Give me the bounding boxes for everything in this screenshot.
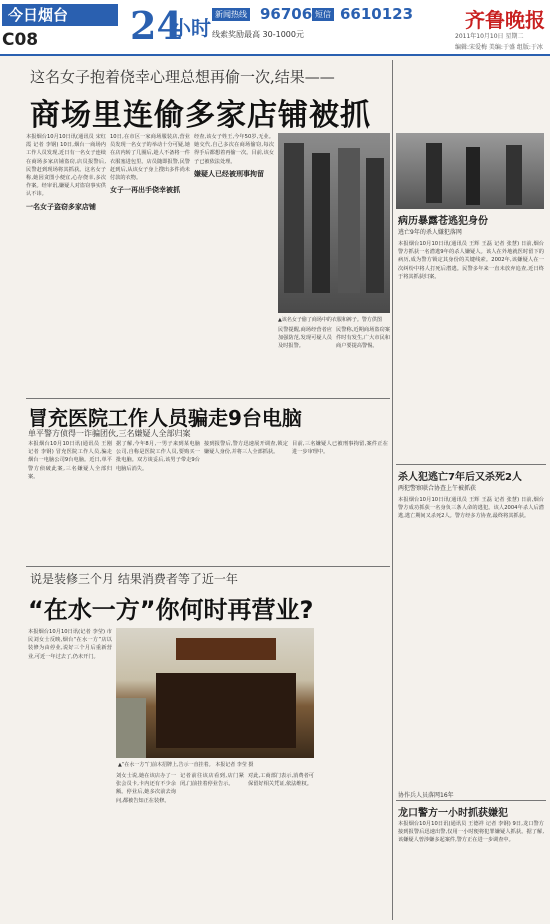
page-code: C08 [2,30,39,50]
sms-label: 短信 [312,8,334,21]
side2-body: 本报烟台10月10日讯(通讯员 王辉 王磊 记者 张慧) 日前,烟台警方成功抓获一名身负三条人命的逃犯。该人2004年杀人后潜逃,逃亡期间又杀死2人。警方经多方协查,最终将其抓获。 [398,497,544,520]
story3-photo-caption: ▲“在水一方”门前木招牌上,告示一直挂着。 本报记者 李莹 摄 [118,762,254,768]
editors-line: 编辑:宋爱梅 美编:于盛 组版:于冰 [455,44,543,51]
side2-subtitle: 两犯警察联合协查上午被抓获 [398,485,477,492]
lead-subhead1: 一名女子盗窃多家店铺 [26,202,96,211]
story3-headline: “在水一方”你何时再营业? [28,596,314,624]
side3-body: 本报烟台10月10日讯(通讯员 王德祥 记者 李钢) 9日,龙口警方接到报警后迅速出警,仅用一小时便将犯罪嫌疑人抓获。据了解,该嫌疑人曾涉嫌多起案件,警方正在进一步调查中。 [398,821,544,844]
side1-title: 病历暴露苍逃犯身份 [398,216,488,227]
story3-col4: 对此,工商部门表示,消费者可保留好相关凭证,依法维权。 [248,773,314,788]
story3-col3: 记者前往该店看到,店门紧闭,门前挂着停业告示。 [180,773,244,788]
reward-line: 线索奖励最高 30-1000元 [212,30,304,39]
story2-col3: 接到报警后,警方迅速展开调查,锁定嫌疑人身份,并将三人全部抓获。 [204,441,288,456]
story2-col4: 目前,三名嫌疑人已被刑事拘留,案件正在进一步审理中。 [292,441,388,456]
lead-kicker: 这名女子抱着侥幸心理总想再偷一次,结果—— [30,68,335,86]
story2-headline: 冒充医院工作人员骗走9台电脑 [28,406,302,430]
sidebar-divider [392,60,393,920]
lead-headline: 商场里连偷多家店铺被抓 [30,98,371,133]
hotline-label: 新闻热线 [212,8,250,21]
lead-col2-text: 10日,在市区一家商场服装店,营业员发现一名女子的举动十分可疑,她在店内转了几圈后,趁人不备将一件衣服塞进包里。店员随即报警,民警赶到后,从该女子身上搜出多件尚未付款的衣物。 [110,134,190,182]
sidebar-photo [396,133,544,209]
side1-subtitle: 逃亡9年的杀人嫌犯落网 [398,229,462,236]
newspaper-logo: 齐鲁晚报 [465,8,545,32]
side3-title: 龙口警方一小时抓获嫌犯 [398,808,508,819]
lead-photo-caption: ▲该名女子偷了商场中的衣服和裤子。警方供图 [278,317,382,323]
lead-col3-text: 经查,该女子姓王,今年50岁,无业。她交代,自己多次在商场偷窃,每次得手后都想着再偷一次。目前,该女子已被依法处理。 [194,134,274,165]
hotline-number: 96706 [260,5,313,23]
side1-body: 本报烟台10月10日讯(通讯员 王辉 王磊 记者 张慧) 日前,烟台警方抓获一名潜逃9年的杀人嫌疑人。该人在外地就医时留下的病历,成为警方锁定其身份的关键线索。2002年,该嫌疑人在一次纠纷中将人打死后潜逃。民警多年来一直未放弃追查,近日终于将其抓获归案。 [398,241,544,280]
lead-col1 [26,133,106,393]
lead-col1-text: 本报烟台10月10日讯(通讯员 宋红霞 记者 李钢) 10日,烟台一商场内工作人员发现,近日有一名女子连续在商场多家店铺盗窃,店员报警后,民警赶到现场将其抓获。这名女子称,她因贪图小便宜,心存侥幸,多次作案。经审讯,嫌疑人对盗窃事实供认不讳。 [26,134,106,198]
header-rule [0,54,550,56]
story3-kicker: 说是装修三个月 结果消费者等了近一年 [30,572,238,586]
side3-subtitle: 协作兵人员落网16年 [398,792,454,799]
section-name: 今日烟台 [2,4,118,26]
lead-photo [278,133,390,313]
lead-col3 [194,133,274,393]
lead-col4: 民警提醒,商场经营者应加强防范,发现可疑人员及时报警。 [278,327,332,350]
side-rule-2 [396,800,546,801]
story2-col2: 据了解,今年8月,一男子来到某电脑公司,自称是医院工作人员,要购买一批电脑。双方谈妥后,该男子带走9台电脑后消失。 [116,441,200,472]
sms-number: 6610123 [340,5,414,23]
side-rule-1 [396,464,546,465]
story3-photo [116,628,314,758]
story3-col1: 本报烟台10月10日讯(记者 李莹) 市民刘女士反映,烟台“在水一方”店以装修为由停业,说好三个月后重新营业,可近一年过去了,仍未开门。 [28,629,112,660]
lead-subhead2: 女子一再出手侥幸被抓 [110,186,180,195]
lead-col5: 民警称,近期商场盗窃案件时有发生,广大市民和商户要提高警惕。 [336,327,390,350]
story3-rule [26,566,390,567]
date-line: 2011年10月10日 星期二 [455,33,524,40]
brand-xiaoshi: 小时 [171,16,211,40]
lead-col2 [110,133,190,393]
story2-rule [26,398,390,399]
brand-24: 24 [130,3,183,48]
lead-subhead3: 嫌疑人已经被刑事拘留 [194,169,264,178]
story2-subtitle: 单平警方侦得一诈骗团伙,三名嫌疑人全部归案 [28,429,191,438]
story3-col2: 刘女士说,她在该店办了一张会员卡,卡内还有不少余额。停业后,她多次前去询问,都被告知正在装修。 [116,773,176,804]
side2-title: 杀人犯逃亡7年后又杀死2人 [398,472,522,483]
story2-col1: 本报烟台10月10日讯(通讯员 王刚 记者 李钢) 冒充医院工作人员,骗走烟台一电脑公司9台电脑。近日,单平警方侦破此案,三名嫌疑人全部归案。 [28,441,112,480]
